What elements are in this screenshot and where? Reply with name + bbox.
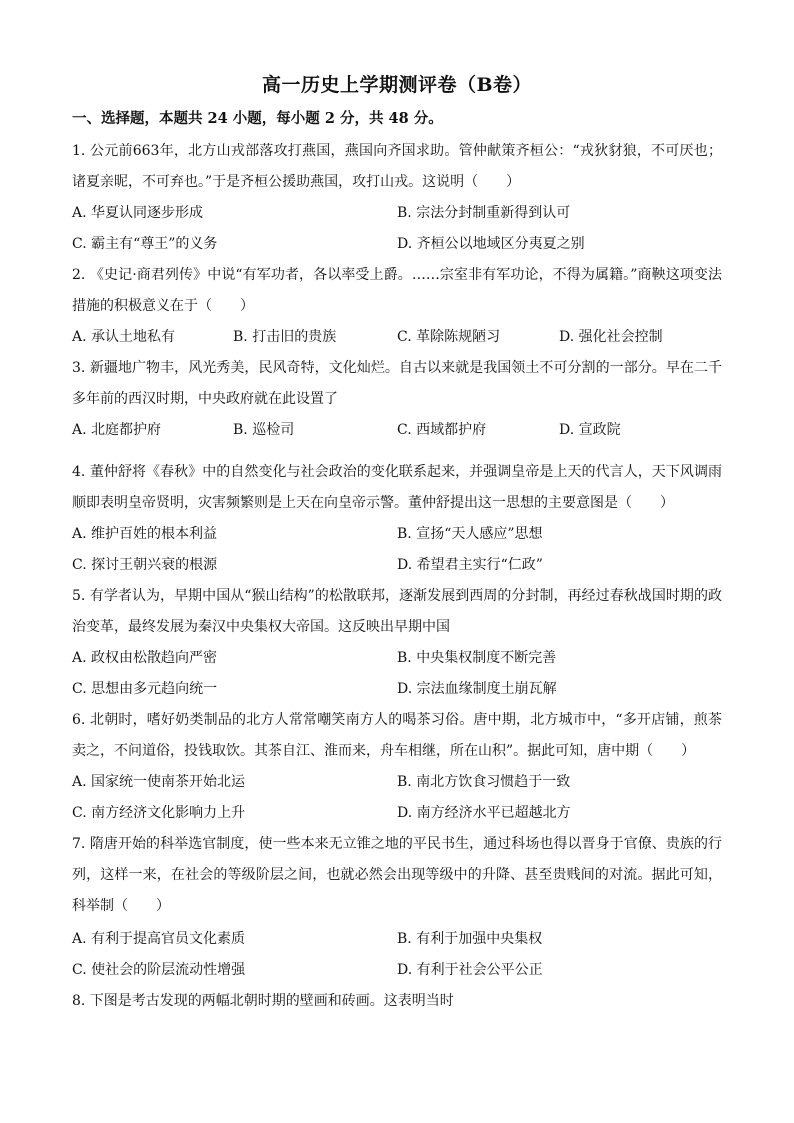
question-3-stem: 3. 新疆地广物丰，风光秀美，民风奇特，文化灿烂。自古以来就是我国领土不可分割的一部分。早在二千多年前的西汉时期，中央政府就在此设置了 xyxy=(72,360,722,407)
question-4-option-d: D. 希望君主实行“仁政” xyxy=(397,557,543,573)
question-1-stem: 1. 公元前663年，北方山戎部落攻打燕国，燕国向齐国求助。管仲献策齐桓公：“戎狄豺狼，不可厌也；诸夏亲昵，不可弃也。”于是齐桓公援助燕国，攻打山戎。这说明（ ） xyxy=(72,143,722,190)
question-5-option-d: D. 宗法血缘制度土崩瓦解 xyxy=(397,681,557,697)
question-4-stem: 4. 董仲舒将《春秋》中的自然变化与社会政治的变化联系起来，并强调皇帝是上天的代言人，天下风调雨顺即表明皇帝贤明，灾害频繁则是上天在向皇帝示警。董仲舒提出这一思想的主要意图是（ ） xyxy=(72,464,722,511)
question-6-stem: 6. 北朝时，嗜好奶类制品的北方人常常嘲笑南方人的喝茶习俗。唐中期，北方城市中，“多开店铺，煎茶卖之，不问道俗，投钱取饮。其茶自江、淮而来，舟车相继，所在山积”。据此可知，唐中期（ ） xyxy=(72,712,722,759)
question-6-option-c: C. 南方经济文化影响力上升 xyxy=(72,805,246,821)
question-3-option-a: A. 北庭都护府 xyxy=(72,422,162,438)
question-7-option-a: A. 有利于提高官员文化素质 xyxy=(72,931,246,947)
exam-page xyxy=(72,0,722,1123)
question-7-option-d: D. 有利于社会公平公正 xyxy=(397,962,543,978)
question-2-option-c: C. 革除陈规陋习 xyxy=(397,329,501,345)
question-4-option-a: A. 维护百姓的根本利益 xyxy=(72,526,218,542)
question-7-option-b: B. 有利于加强中央集权 xyxy=(397,931,543,947)
question-1-option-b: B. 宗法分封制重新得到认可 xyxy=(397,205,571,221)
question-6-option-b: B. 南北方饮食习惯趋于一致 xyxy=(397,774,571,790)
question-1-option-a: A. 华夏认同逐步形成 xyxy=(72,205,204,221)
question-7-stem: 7. 隋唐开始的科举选官制度，使一些本来无立锥之地的平民书生，通过科场也得以晋身于官僚、贵族的行列，这样一来，在社会的等级阶层之间，也就必然会出现等级中的升降、甚至贵贱间的对流。据此可知，科举制（ ） xyxy=(72,836,722,914)
question-2-option-d: D. 强化社会控制 xyxy=(559,329,663,345)
question-1-option-c: C. 霸主有“尊王”的义务 xyxy=(72,236,218,252)
question-1-option-d: D. 齐桓公以地域区分夷夏之别 xyxy=(397,236,585,252)
question-5-option-a: A. 政权由松散趋向严密 xyxy=(72,650,218,666)
question-4-option-b: B. 宣扬“天人感应”思想 xyxy=(397,526,543,542)
question-4-option-c: C. 探讨王朝兴衰的根源 xyxy=(72,557,218,573)
question-6-option-d: D. 南方经济水平已超越北方 xyxy=(397,805,571,821)
question-5-option-c: C. 思想由多元趋向统一 xyxy=(72,681,218,697)
question-5-option-b: B. 中央集权制度不断完善 xyxy=(397,650,557,666)
question-3-option-d: D. 宣政院 xyxy=(559,422,621,438)
question-5-stem: 5. 有学者认为，早期中国从“猴山结构”的松散联邦，逐渐发展到西周的分封制，再经过春秋战国时期的政治变革，最终发展为秦汉中央集权大帝国。这反映出早期中国 xyxy=(72,588,722,635)
section-heading: 一、选择题，本题共 24 小题，每小题 2 分，共 48 分。 xyxy=(72,110,443,127)
question-8-stem: 8. 下图是考古发现的两幅北朝时期的壁画和砖画。这表明当时 xyxy=(72,993,454,1009)
question-2-stem: 2. 《史记·商君列传》中说“有军功者，各以率受上爵。……宗室非有军功论，不得为属籍。”商鞅这项变法措施的积极意义在于（ ） xyxy=(72,267,722,314)
question-2-option-b: B. 打击旧的贵族 xyxy=(233,329,337,345)
page-title: 高一历史上学期测评卷（B卷） xyxy=(261,74,533,96)
question-3-option-c: C. 西域都护府 xyxy=(397,422,487,438)
question-3-option-b: B. 巡检司 xyxy=(233,422,295,438)
question-7-option-c: C. 使社会的阶层流动性增强 xyxy=(72,962,246,978)
question-2-option-a: A. 承认土地私有 xyxy=(72,329,176,345)
question-6-option-a: A. 国家统一使南茶开始北运 xyxy=(72,774,246,790)
